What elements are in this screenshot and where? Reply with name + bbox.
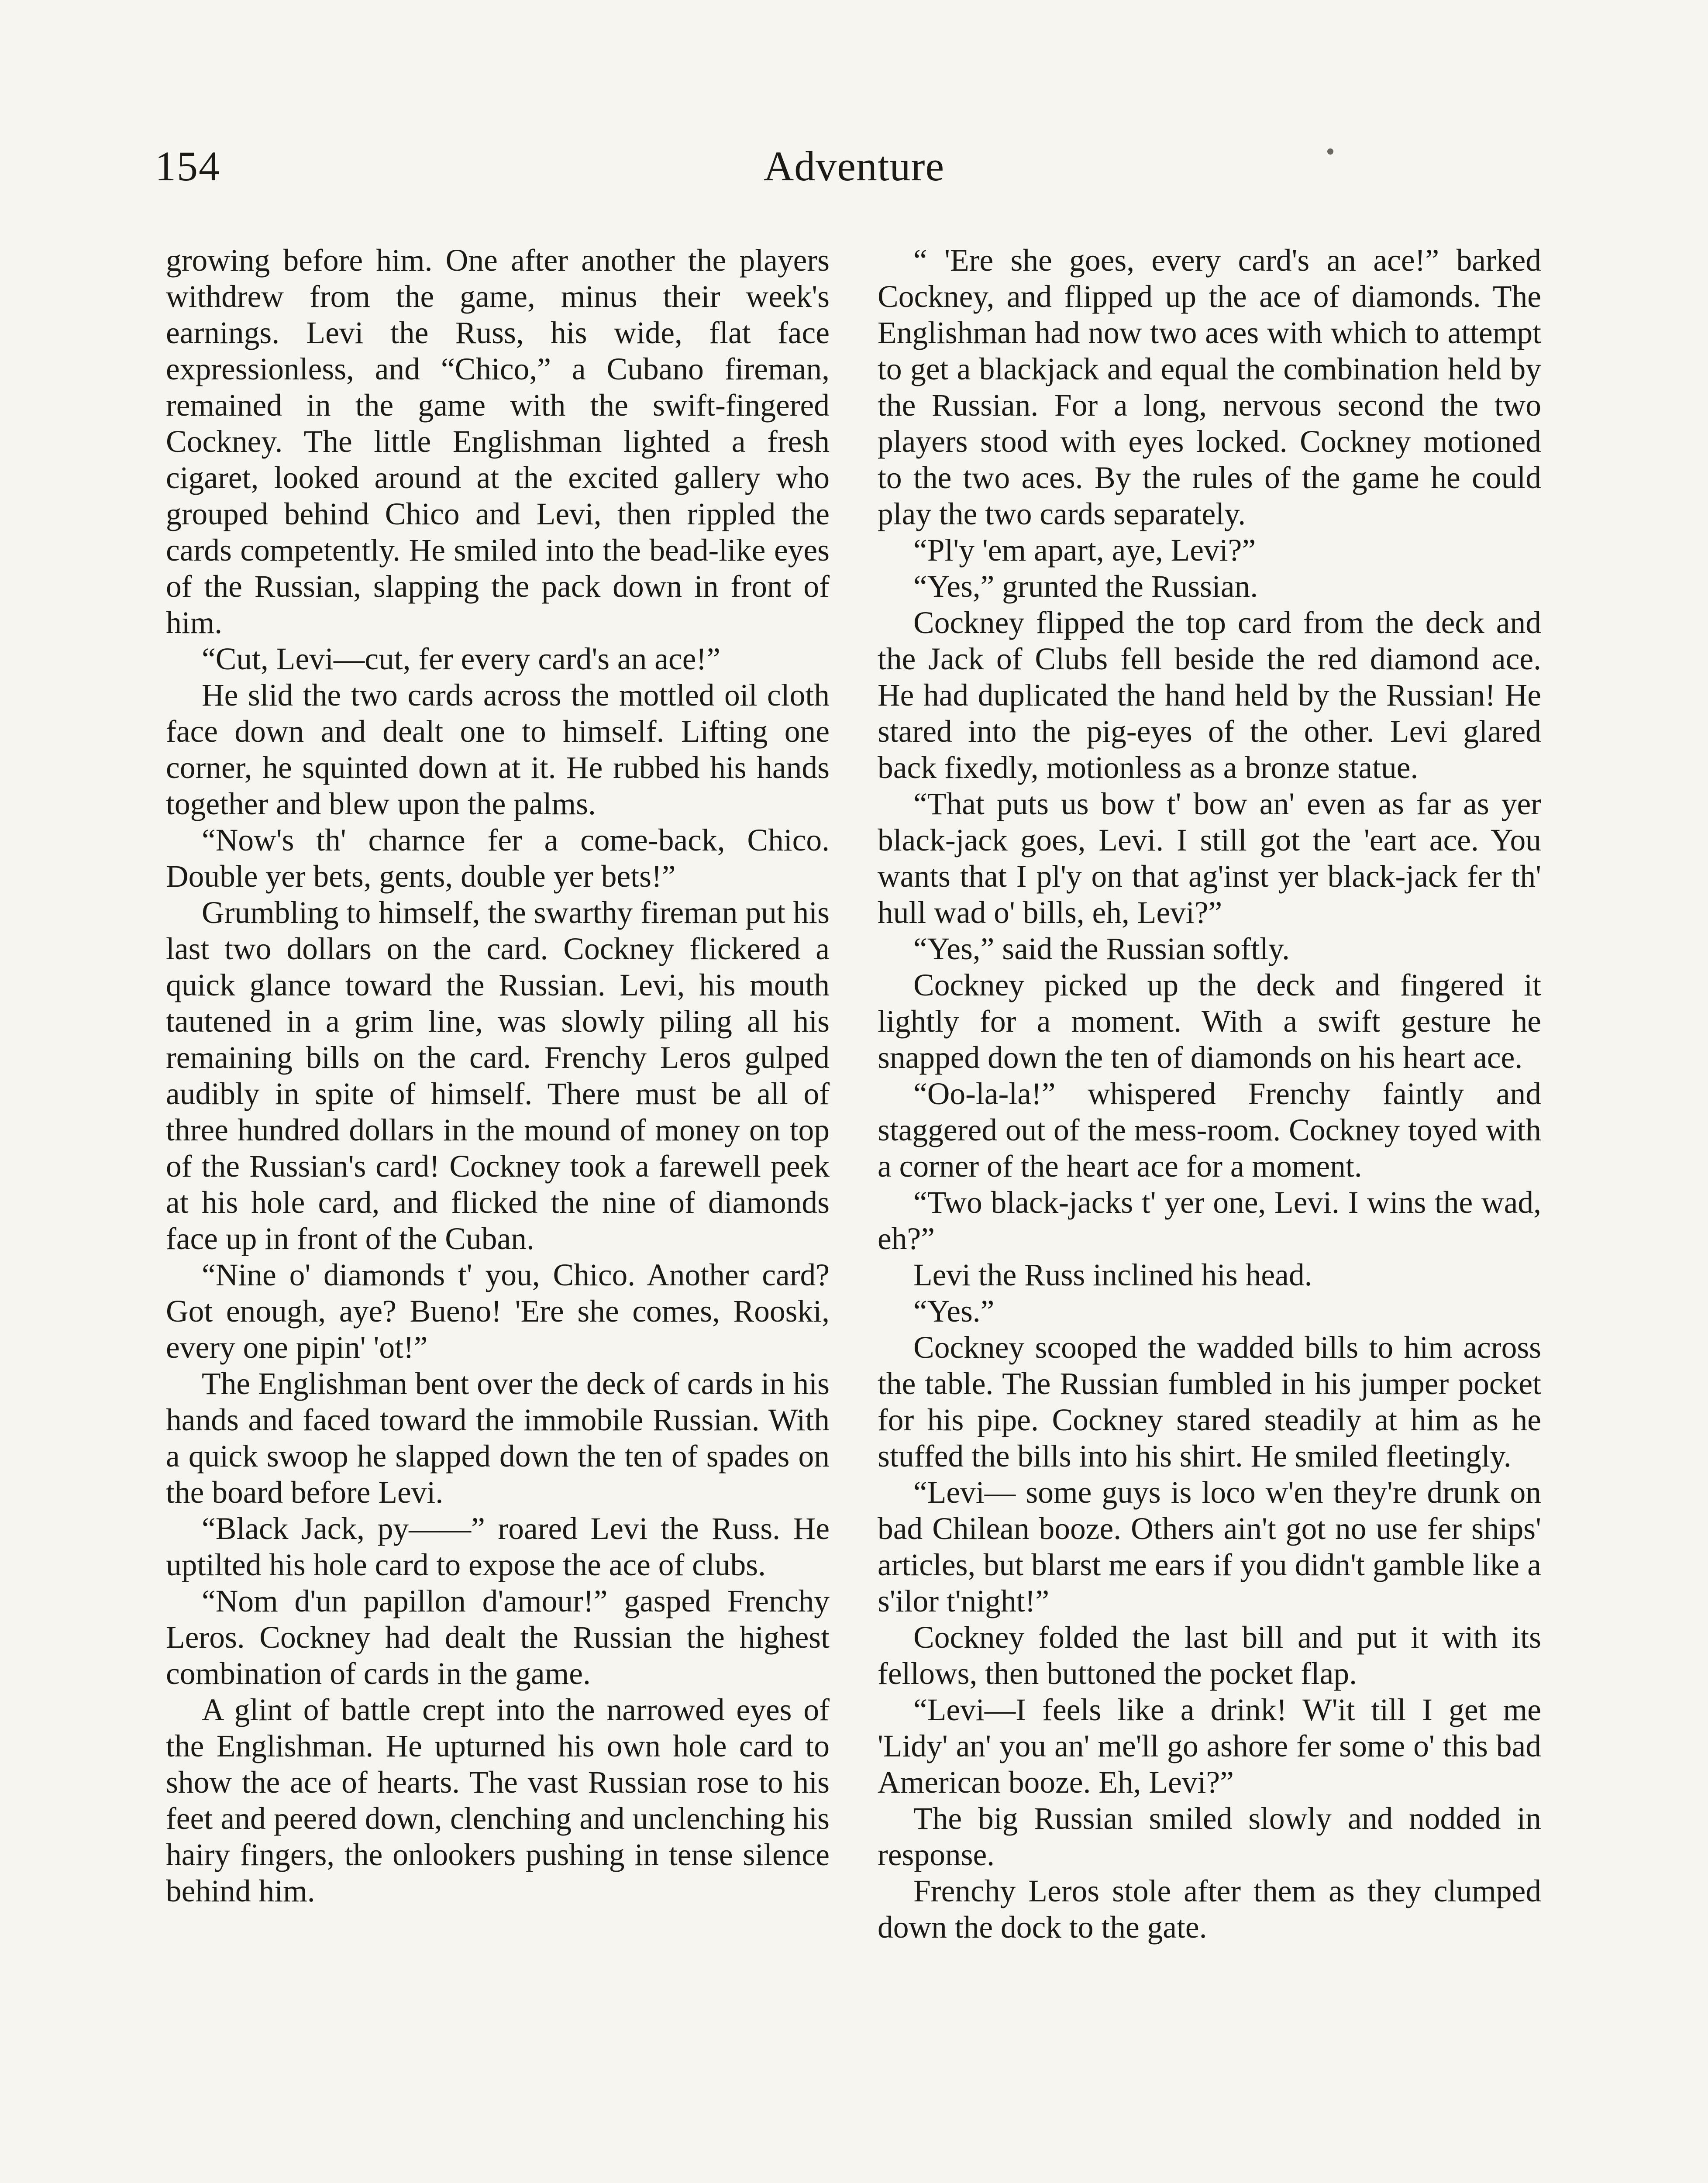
paragraph: “Levi—I feels like a drink! W'it till I get me 'Lidy' an' you an' me'll go ashore fer some o' this bad American booze. Eh, Levi?” (878, 1693, 1541, 1800)
paragraph: A glint of battle crept into the narrowed eyes of the Englishman. He upturned his own hole card to show the ace of hearts. The vast Russian rose to his feet and peered down, clenching and unclenching his hairy fingers, the onlookers pushing in tense silence behind him. (166, 1693, 830, 1908)
paragraph: He slid the two cards across the mottled oil cloth face down and dealt one to himself. Lifting one corner, he squinted down at it. He rubbed his hands together and blew upon the palms. (166, 678, 830, 821)
paragraph: “Levi— some guys is loco w'en they're drunk on bad Chilean booze. Others ain't got no use fer ships' articles, but blarst me ears if you didn't gamble like a s'ilor t'night!” (878, 1475, 1541, 1618)
page-number: 154 (155, 143, 220, 189)
ink-speck (1327, 148, 1333, 155)
paragraph: Cockney folded the last bill and put it with its fellows, then buttoned the pocket flap. (878, 1620, 1541, 1691)
paragraph: “That puts us bow t' bow an' even as far as yer black-jack goes, Levi. I still got the 'eart ace. You wants that I pl'y on that ag'inst yer black-jack fer th' hull wad o' bills, eh, Levi?” (878, 787, 1541, 930)
paragraph: Grumbling to himself, the swarthy fireman put his last two dollars on the card. Cockney flickered a quick glance toward the Russian. Levi, his mouth tautened in a grim line, was slowly piling all his remaining bills on the card. Frenchy Leros gulped audibly in spite of himself. There must be all of three hundred dollars in the mound of money on top of the Russian's card! Cockney took a farewell peek at his hole card, and flicked the nine of diamonds face up in front of the Cuban. (166, 895, 830, 1256)
paragraph: Cockney picked up the deck and fingered it lightly for a moment. With a swift gesture he snapped down the ten of diamonds on his heart ace. (878, 968, 1541, 1075)
paragraph: “Black Jack, py——” roared Levi the Russ. He uptilted his hole card to expose the ace of clubs. (166, 1512, 830, 1582)
paragraph: “Pl'y 'em apart, aye, Levi?” (913, 533, 1256, 568)
paragraph: “Now's th' charnce fer a come-back, Chico. Double yer bets, gents, double yer bets!” (166, 823, 830, 894)
left-column (166, 242, 830, 2183)
paragraph: “Yes.” (913, 1294, 995, 1329)
paragraph: Levi the Russ inclined his head. (913, 1258, 1312, 1292)
paragraph: “Yes,” said the Russian softly. (913, 932, 1290, 966)
paragraph: The Englishman bent over the deck of cards in his hands and faced toward the immobile Russian. With a quick swoop he slapped down the ten of spades on the board before Levi. (166, 1367, 830, 1510)
running-title: Adventure (763, 143, 945, 189)
paragraph: “Nine o' diamonds t' you, Chico. Another card? Got enough, aye? Bueno! 'Ere she comes, Rooski, every one pipin' 'ot!” (166, 1258, 830, 1365)
paragraph: growing before him. One after another the players withdrew from the game, minus their week's earnings. Levi the Russ, his wide, flat face expressionless, and “Chico,” a Cubano fireman, remained in the game with the swift-fingered Cockney. The little Englishman lighted a fresh cigaret, looked around at the excited gallery who grouped behind Chico and Levi, then rippled the cards competently. He smiled into the bead-like eyes of the Russian, slapping the pack down in front of him. (166, 243, 830, 640)
text-columns (166, 242, 1541, 2183)
paragraph: “Cut, Levi—cut, fer every card's an ace!” (202, 642, 721, 676)
paragraph: Cockney scooped the wadded bills to him across the table. The Russian fumbled in his jumper pocket for his pipe. Cockney stared steadily at him as he stuffed the bills into his shirt. He smiled fleetingly. (878, 1330, 1541, 1474)
paragraph: The big Russian smiled slowly and nodded in response. (878, 1801, 1541, 1872)
right-column (878, 242, 1541, 2183)
paragraph: “Nom d'un papillon d'amour!” gasped Frenchy Leros. Cockney had dealt the Russian the highest combination of cards in the game. (166, 1584, 830, 1691)
paragraph: “ 'Ere she goes, every card's an ace!” barked Cockney, and flipped up the ace of diamonds. The Englishman had now two aces with which to attempt to get a blackjack and equal the combination held by the Russian. For a long, nervous second the two players stood with eyes locked. Cockney motioned to the two aces. By the rules of the game he could play the two cards separately. (878, 243, 1541, 531)
paragraph: “Yes,” grunted the Russian. (913, 569, 1258, 604)
paragraph: “Oo-la-la!” whispered Frenchy faintly and staggered out of the mess-room. Cockney toyed with a corner of the heart ace for a moment. (878, 1077, 1541, 1184)
paragraph: Frenchy Leros stole after them as they clumped down the dock to the gate. (878, 1874, 1541, 1945)
paragraph: “Two black-jacks t' yer one, Levi. I wins the wad, eh?” (878, 1185, 1541, 1256)
paragraph: Cockney flipped the top card from the deck and the Jack of Clubs fell beside the red diamond ace. He had duplicated the hand held by the Russian! He stared into the pig-eyes of the other. Levi glared back fixedly, motionless as a bronze statue. (878, 606, 1541, 785)
